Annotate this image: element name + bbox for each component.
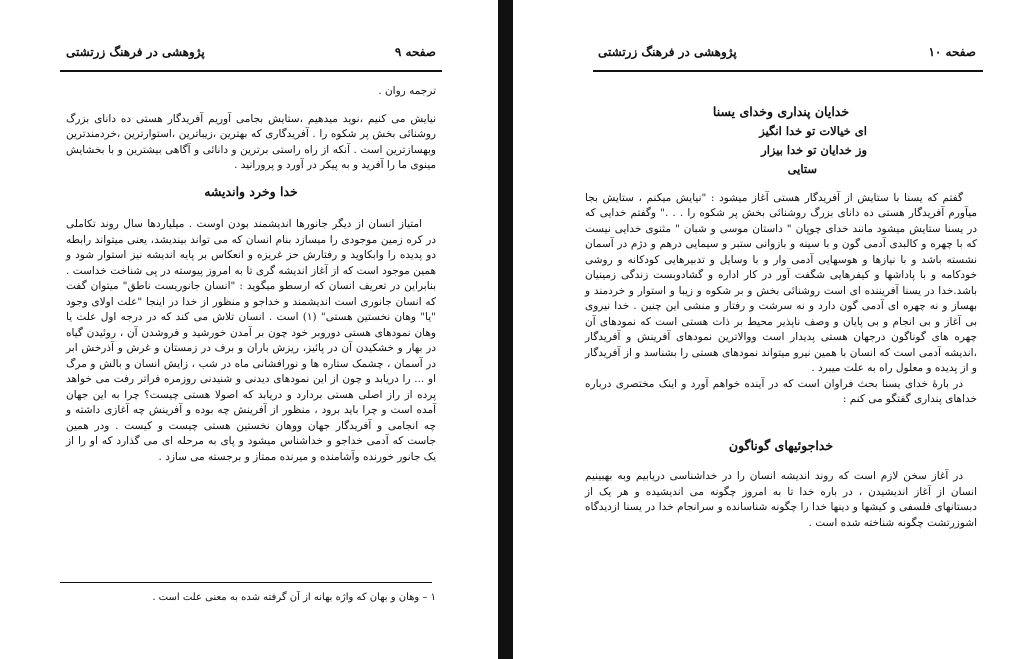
left-page-header <box>66 45 436 63</box>
right-page-body <box>585 104 977 531</box>
left-page <box>0 0 498 659</box>
footnote: ۱ – وهان و بهان که واژه بهانه از آن گرفته شده به معنی علت است . <box>152 592 436 603</box>
poem-line: ستایی <box>787 161 817 176</box>
section-heading: خدا وخرد واندیشه <box>204 183 298 199</box>
running-title: پژوهشی در فرهنگ زرتشتی <box>66 45 205 59</box>
subtitle: ترجمه روان . <box>378 85 436 97</box>
header-rule <box>60 70 442 72</box>
page-number: صفحه ۹ <box>394 45 436 59</box>
book-gutter <box>498 0 513 659</box>
left-page-body <box>66 84 436 465</box>
poem <box>585 122 977 179</box>
paragraph: گفتم که یسنا با ستایش از آفریدگار هستی آغاز میشود : "نیایش میکنم ، ستایش بجا میآورم آفریدگار هستی ده دانای بزرگ روشنائی بخش پر شکوه را . . ." وگفتم خدایی که در یسنا ستایش میشود مانند خدای چوپان " داستان موسی و شبان " مثنوی خدایی نیست که با چهره و کالبدی آدمی گون و با سینه و بازوانی ستبر و سیمایی درهم و دژم در آسمان نشسته باشد و با نیازها و هوسهایی آدمی وار و با وسایل و تدبیرهایی کودکانه و روشی خودکامه و با پاداشها و کیفرهایی شگفت آور در کار اداره و گشادوبست زندگی زمینیان باشد.خدا در یسنا آفریننده ای است روشنائی بخش و بر شکوه و زیبا و استوار و خردمند و بهساز و نه چهره ای آدمی گون دارد و نه سرشت و رفتار و منشی این چنین . خدا نیروی بی آغاز و بی انجام و بی پایان و وصف ناپذیر محیط بر ذات هستی است که نمودهای آن چهره های گوناگون درجهان هستی پدیدار است ووالاترین نمودهای آفرینش و آفریدگار ،اندیشه آدمی است که انسان با همین نیرو میتواند نمودهای هستی را بشناسد و از آفریدگار و از پدیده و معلول راه به علت میبرد . <box>585 191 977 374</box>
page-number: صفحه ۱۰ <box>928 45 976 59</box>
poem-line: ای خیالات تو خدا انگیز <box>759 123 867 138</box>
header-rule <box>593 70 983 72</box>
right-page-header <box>598 45 976 63</box>
paragraph: در آغاز سخن لازم است که روند اندیشه انسان را در خداشناسی دریابیم وبه بهبینیم انسان از آغاز اندیشیدن ، در باره خدا تا به امروز چگونه می اندیشیده و هر یک از دبستانهای فلسفی و کیشها و دینها خدا را چگونه شناسانده و سرانجام خدا در یسنا ازدیدگاه اشوزرتشت چگونه شناخته شده است . <box>585 470 977 529</box>
right-page <box>513 0 1024 659</box>
paragraph: امتیاز انسان از دیگر جانورها اندیشمند بودن اوست . میلیاردها سال روند تکاملی در کره زمین موجودی را میسازد بنام انسان که می تواند بیندیشد، یعنی میتواند رابطه دو پدیده را وابکاوید و رفتارش حز غریزه و انعکاس بر پایه اندیشه نیز استوار شود و همین موجود است که از آغاز اندیشه گری تا به امروز پیوسته در پی شناخت خداست . بنابراین در تعریف انسان که ارسطو میگوید : "انسان جانوریست ناطق" میتوان گفت که انسان جانوری است اندیشمند و خداجو و منظور از خدا در اینجا "علت اولای وجود "یا" وهان نخستین هستی" (۱) است . انسان تلاش می کند که در درجه اول علت یا وهان نمودهای هستی دوروبر خود چون بر آمدن خورشید و فروشدن آن ، روئیدن گیاه در بهار و خشکیدن آن در پائیز، ریزش باران و برف در زمستان و غرش و آذرخش ابر در آسمان ، چشمک ستاره ها و نورافشانی ماه در شب ، زایش انسان و بالش و مرگ او ... را دریابد و چون از این نمودهای دیدنی و شنیدنی روزمره فراتر رفت می خواهد پرده از راز اصلی هستی بردارد و دریابد که اصولا هستی چیست؟ چرا به این جهان آمده است و چرا باید برود ، منظور از آفرینش چه بوده و آفرینش چه آغازی داشته و چه انجامی و آفریدگار جهان ووهان نخستین هستی چیست و کیست . ودر همین جاست که آدمی خداجو و خداشناس میشود و پای به مرحله ای می گذارد که او را از یک جانور خورنده وآشامنده و میرنده ممتاز و برجسته می سازد . <box>66 218 437 463</box>
running-title: پژوهشی در فرهنگ زرتشتی <box>598 45 737 59</box>
poem-line: وز خدایان تو خدا بیزار <box>761 142 867 157</box>
section-heading: خدایان پنداری وخدای یسنا <box>712 104 850 119</box>
footnote-rule <box>60 582 432 583</box>
section-heading: خداجوئیهای گوناگون <box>728 437 834 453</box>
paragraph: در بارۀ خدای یسنا بحث فراوان است که در آینده خواهم آورد و اینک مختصری درباره خداهای پنداری گفتگو می کنم : <box>585 377 977 405</box>
paragraph: نیایش می کنیم ،نوید میدهیم ،ستایش بجامی آوریم آفریدگار هستی ده دانای بزرگ روشنائی بخش پر شکوه را . آفریدگاری که بهترین ،زیباترین ،استوارترین ،خردمندترین وبهسازترین است . آنکه از راه راستی برترین و دانائی و آگاهی بیشترین و با بخشایش مینوی ما را آفرید و به پیکر در آورد و پرورانید . <box>66 112 436 171</box>
